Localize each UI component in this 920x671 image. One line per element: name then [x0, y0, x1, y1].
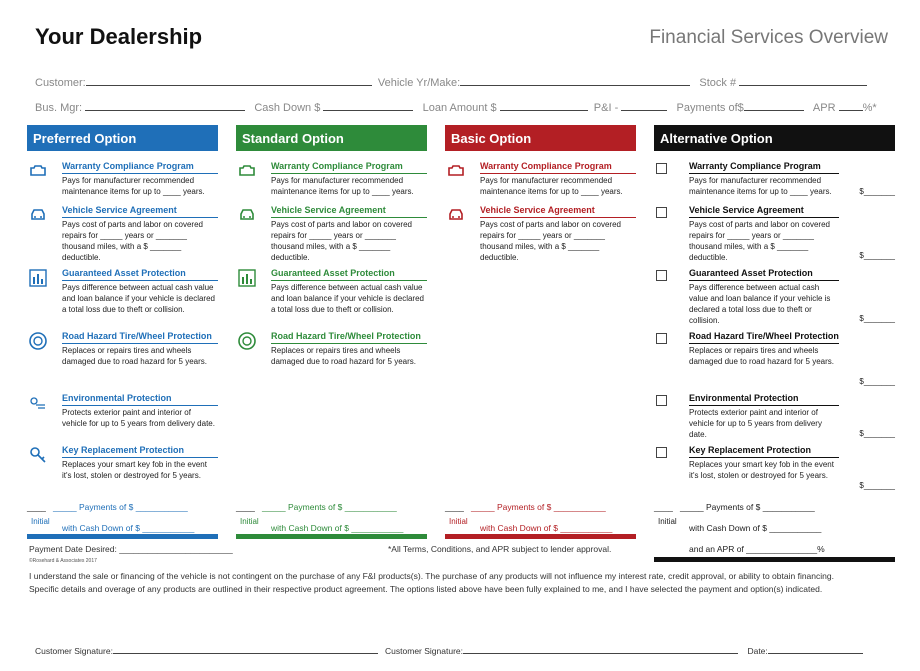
key-icon	[27, 445, 49, 465]
bus-mgr-field[interactable]	[85, 101, 245, 111]
disclosure	[29, 570, 909, 596]
initial-label: Initial	[31, 517, 50, 526]
alternative-key	[654, 445, 895, 495]
gap-checkbox[interactable]	[656, 270, 667, 281]
warranty-price[interactable]: $_______	[859, 187, 895, 196]
product-name: Road Hazard Tire/Wheel Protection	[62, 331, 218, 344]
product-name: Warranty Compliance Program	[62, 161, 218, 174]
product-desc: Replaces your smart key fob in the event it's lost, stolen or destroyed for 5 years.	[689, 460, 834, 480]
vehicle-label: Vehicle Yr/Make:	[377, 77, 461, 89]
chart-icon	[27, 268, 49, 288]
car-icon	[236, 205, 258, 225]
loan-amount-label: Loan Amount $	[422, 102, 497, 114]
product-desc: Replaces your smart key fob in the event it's lost, stolen or destroyed for 5 years.	[62, 460, 207, 480]
standard-tire	[236, 331, 427, 391]
basic-footer-bar	[445, 534, 636, 539]
preferred-header: Preferred Option	[27, 125, 218, 151]
alternative-apr[interactable]: and an APR of _______________%	[689, 544, 825, 554]
initial-label: Initial	[449, 517, 468, 526]
product-desc: Pays difference between actual cash value and loan balance if your vehicle is declared a total loss due to theft or collision.	[689, 283, 831, 325]
date-label: Date:	[747, 646, 768, 656]
alternative-env	[654, 393, 895, 443]
basic-cash-down[interactable]: with Cash Down of $ ___________	[480, 523, 613, 533]
product-name: Key Replacement Protection	[689, 445, 839, 458]
product-name: Guaranteed Asset Protection	[62, 268, 218, 281]
vehicle-field[interactable]	[460, 76, 690, 86]
tire-price[interactable]: $_______	[859, 377, 895, 386]
product-desc: Pays for manufacturer recommended maintenance items for up to ____ years.	[689, 176, 832, 196]
customer-field[interactable]	[86, 76, 372, 86]
customer-signature-label-2: Customer Signature:	[385, 646, 463, 656]
form-subtitle: Financial Services Overview	[649, 27, 888, 48]
payments-field[interactable]	[744, 101, 804, 111]
standard-footer-bar	[236, 534, 427, 539]
customer-row	[35, 76, 867, 89]
product-name: Key Replacement Protection	[62, 445, 218, 458]
engine-icon	[236, 161, 258, 181]
key-price[interactable]: $_______	[859, 481, 895, 490]
product-desc: Protects exterior paint and interior of vehicle for up to 5 years from delivery date.	[689, 408, 822, 439]
alternative-cash-down[interactable]: with Cash Down of $ ___________	[689, 523, 822, 533]
product-name: Warranty Compliance Program	[689, 161, 839, 174]
product-name: Vehicle Service Agreement	[480, 205, 636, 218]
standard-header: Standard Option	[236, 125, 427, 151]
basic-payment: ____ _____ Payments of $ ___________	[445, 502, 606, 512]
vsa-price[interactable]: $_______	[859, 251, 895, 260]
product-desc: Replaces or repairs tires and wheels damaged due to road hazard for 5 years.	[62, 346, 207, 366]
preferred-vsa	[27, 205, 218, 265]
basic-header: Basic Option	[445, 125, 636, 151]
stock-field[interactable]	[739, 76, 867, 86]
alternative-gap	[654, 268, 895, 328]
product-name: Vehicle Service Agreement	[271, 205, 427, 218]
payment-date[interactable]: Payment Date Desired: ________________________	[29, 544, 233, 554]
product-desc: Pays for manufacturer recommended maintenance items for up to ____ years.	[62, 176, 205, 196]
standard-cash-down[interactable]: with Cash Down of $ ___________	[271, 523, 404, 533]
preferred-column	[27, 125, 218, 533]
payments-label: Payments of$	[676, 102, 744, 114]
standard-column	[236, 125, 427, 533]
copyright: ©Rosehard & Associates 2017	[29, 558, 97, 564]
product-desc: Protects exterior paint and interior of vehicle for up to 5 years from delivery date.	[62, 408, 215, 428]
product-name: Environmental Protection	[62, 393, 218, 406]
product-name: Road Hazard Tire/Wheel Protection	[271, 331, 427, 344]
weather-icon	[27, 393, 49, 413]
preferred-env	[27, 393, 218, 443]
preferred-footer-bar	[27, 534, 218, 539]
preferred-key	[27, 445, 218, 495]
product-desc: Pays cost of parts and labor on covered repairs for _____ years or _______ thousand miles, with a $ _______ deductible.	[271, 220, 412, 262]
payments-of[interactable]: _____ Payments of $ ___________	[53, 502, 188, 512]
engine-icon	[445, 161, 467, 181]
initial-label: Initial	[658, 517, 677, 526]
alternative-payment: ____ _____ Payments of $ ___________	[654, 502, 815, 512]
apr-suffix: %*	[862, 102, 877, 114]
pi-field[interactable]	[621, 101, 667, 111]
stock-label: Stock #	[699, 77, 737, 89]
product-name: Guaranteed Asset Protection	[271, 268, 427, 281]
tire-icon	[27, 331, 49, 351]
standard-gap	[236, 268, 427, 328]
preferred-cash-down[interactable]: with Cash Down of $ ___________	[62, 523, 195, 533]
warranty-checkbox[interactable]	[656, 163, 667, 174]
product-desc: Replaces or repairs tires and wheels damaged due to road hazard for 5 years.	[271, 346, 416, 366]
chart-icon	[236, 268, 258, 288]
key-checkbox[interactable]	[656, 447, 667, 458]
finance-row	[35, 101, 877, 114]
product-name: Vehicle Service Agreement	[689, 205, 839, 218]
standard-payment: ____ _____ Payments of $ ___________	[236, 502, 397, 512]
loan-amount-field[interactable]	[500, 101, 588, 111]
customer-signature-2[interactable]	[463, 644, 738, 654]
customer-signature-label-1: Customer Signature:	[35, 646, 113, 656]
standard-warranty	[236, 161, 427, 201]
tire-icon	[236, 331, 258, 351]
customer-signature-1[interactable]	[113, 644, 378, 654]
date-field[interactable]	[768, 644, 863, 654]
product-desc: Pays difference between actual cash value and loan balance if your vehicle is declared a total loss due to theft or collision.	[62, 283, 215, 314]
alternative-tire	[654, 331, 895, 391]
preferred-warranty	[27, 161, 218, 201]
payments-of[interactable]: _____ Payments of $ ___________	[680, 502, 815, 512]
gap-price[interactable]: $_______	[859, 314, 895, 323]
vsa-checkbox[interactable]	[656, 207, 667, 218]
alternative-vsa	[654, 205, 895, 265]
cash-down-label: Cash Down $	[254, 102, 321, 114]
product-name: Guaranteed Asset Protection	[689, 268, 839, 281]
tire-checkbox[interactable]	[656, 333, 667, 344]
initial-label: Initial	[240, 517, 259, 526]
product-desc: Replaces or repairs tires and wheels damaged due to road hazard for 5 years.	[689, 346, 834, 366]
cash-down-field[interactable]	[323, 101, 413, 111]
product-desc: Pays for manufacturer recommended maintenance items for up to ____ years.	[480, 176, 623, 196]
pi-label: P&I -	[593, 102, 619, 114]
alternative-header: Alternative Option	[654, 125, 895, 151]
payments-of[interactable]: _____ Payments of $ ___________	[262, 502, 397, 512]
product-desc: Pays cost of parts and labor on covered repairs for _____ years or _______ thousand miles, with a $ _______ deductible.	[62, 220, 203, 262]
product-desc: Pays difference between actual cash value and loan balance if your vehicle is declared a total loss due to theft or collision.	[271, 283, 424, 314]
product-desc: Pays cost of parts and labor on covered repairs for _____ years or _______ thousand miles, with a $ _______ deductible.	[480, 220, 621, 262]
alternative-column	[654, 125, 895, 554]
bus-mgr-label: Bus. Mgr:	[35, 102, 83, 114]
preferred-tire	[27, 331, 218, 391]
env-checkbox[interactable]	[656, 395, 667, 406]
product-name: Road Hazard Tire/Wheel Protection	[689, 331, 839, 344]
disclosure-line-2: Specific details and overage of any products are outlined in their respective product agreement. The options listed above have been fully explained to me, and I have selected the payment and option(s) indicated.	[29, 584, 823, 594]
product-name: Environmental Protection	[689, 393, 839, 406]
alternative-footer-bar	[654, 557, 895, 562]
engine-icon	[27, 161, 49, 181]
env-price[interactable]: $_______	[859, 429, 895, 438]
product-desc: Pays cost of parts and labor on covered repairs for _____ years or _______ thousand miles, with a $ _______ deductible.	[689, 220, 830, 262]
apr-label: APR	[812, 102, 836, 114]
preferred-payment: ____ _____ Payments of $ ___________	[27, 502, 188, 512]
alternative-warranty	[654, 161, 895, 201]
car-icon	[445, 205, 467, 225]
dealership-title: Your Dealership	[35, 24, 203, 49]
product-name: Warranty Compliance Program	[271, 161, 427, 174]
basic-column	[445, 125, 636, 533]
signature-row	[35, 644, 863, 656]
standard-vsa	[236, 205, 427, 265]
basic-warranty	[445, 161, 636, 201]
apr-field[interactable]	[839, 101, 863, 111]
basic-vsa	[445, 205, 636, 265]
customer-label: Customer:	[35, 77, 86, 89]
product-name: Warranty Compliance Program	[480, 161, 636, 174]
product-name: Vehicle Service Agreement	[62, 205, 218, 218]
product-desc: Pays for manufacturer recommended maintenance items for up to ____ years.	[271, 176, 414, 196]
car-icon	[27, 205, 49, 225]
disclosure-line-1: I understand the sale or financing of the vehicle is not contingent on the purchase of any F&I products(s). The purchase of any products will not influence my interest rate, credit approval, or ability to obtain financing.	[29, 571, 834, 581]
preferred-gap	[27, 268, 218, 328]
terms-note: *All Terms, Conditions, and APR subject to lender approval.	[388, 544, 612, 554]
payments-of[interactable]: _____ Payments of $ ___________	[471, 502, 606, 512]
